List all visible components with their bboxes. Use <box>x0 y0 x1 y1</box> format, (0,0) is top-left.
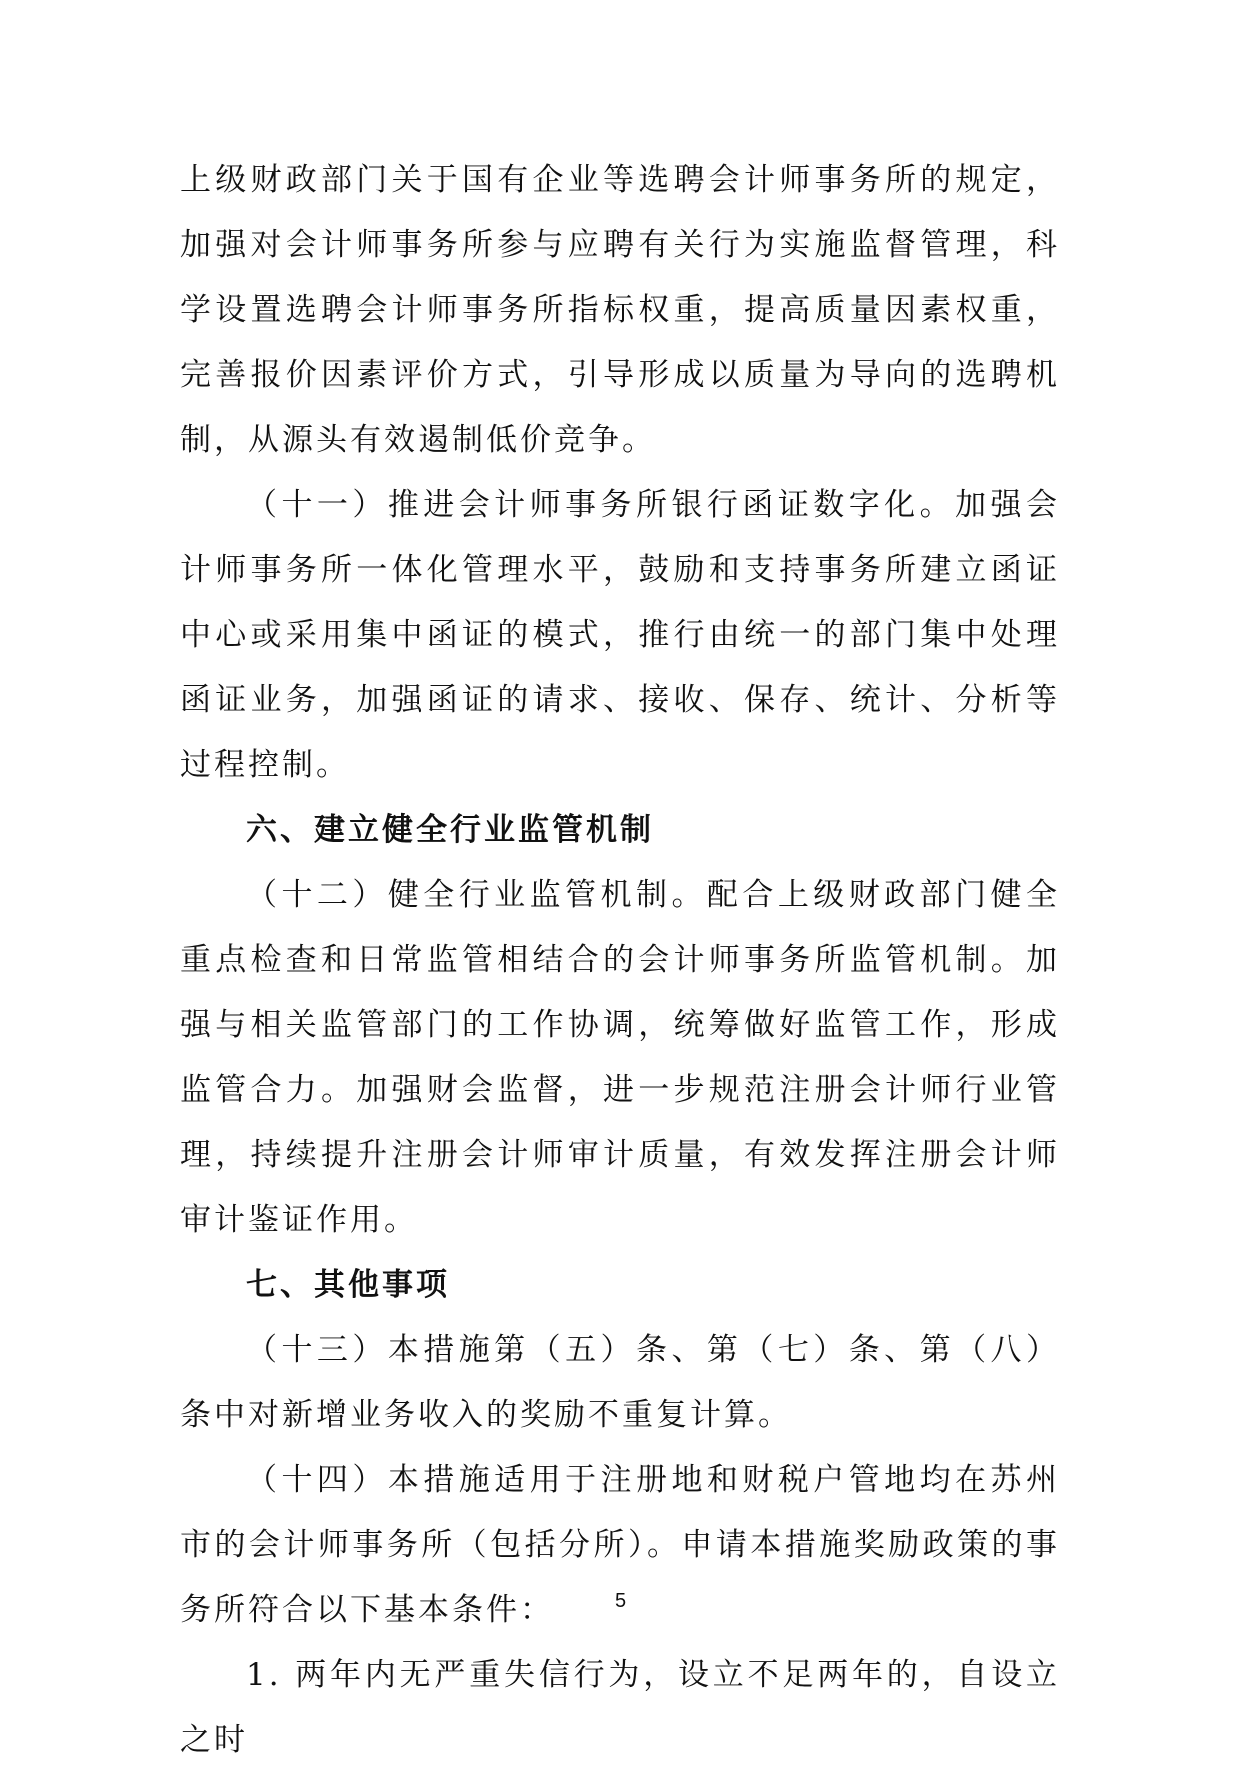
document-body <box>180 148 1060 1773</box>
paragraph-continuation: 上级财政部门关于国有企业等选聘会计师事务所的规定，加强对会计师事务所参与应聘有关行为实施监督管理，科学设置选聘会计师事务所指标权重，提高质量因素权重，完善报价因素评价方式，引导形成以质量为导向的选聘机制，从源头有效遏制低价竞争。 <box>180 162 1060 458</box>
paragraph-item-14: （十四）本措施适用于注册地和财税户管地均在苏州市的会计师事务所（包括分所）。申请本措施奖励政策的事务所符合以下基本条件： <box>180 1462 1060 1628</box>
paragraph-item-13: （十三）本措施第（五）条、第（七）条、第（八）条中对新增业务收入的奖励不重复计算。 <box>180 1332 1060 1433</box>
page-number: 5 <box>614 1590 627 1612</box>
section-heading-6: 六、建立健全行业监管机制 <box>246 812 654 848</box>
paragraph-item-11: （十一）推进会计师事务所银行函证数字化。加强会计师事务所一体化管理水平，鼓励和支持事务所建立函证中心或采用集中函证的模式，推行由统一的部门集中处理函证业务，加强函证的请求、接收、保存、统计、分析等过程控制。 <box>180 487 1060 783</box>
section-heading-7: 七、其他事项 <box>246 1267 450 1303</box>
paragraph-condition-1: 1. 两年内无严重失信行为，设立不足两年的，自设立之时 <box>180 1657 1060 1758</box>
paragraph-item-12: （十二）健全行业监管机制。配合上级财政部门健全重点检查和日常监管相结合的会计师事务所监管机制。加强与相关监管部门的工作协调，统筹做好监管工作，形成监管合力。加强财会监督，进一步规范注册会计师行业管理，持续提升注册会计师审计质量，有效发挥注册会计师审计鉴证作用。 <box>180 877 1060 1238</box>
